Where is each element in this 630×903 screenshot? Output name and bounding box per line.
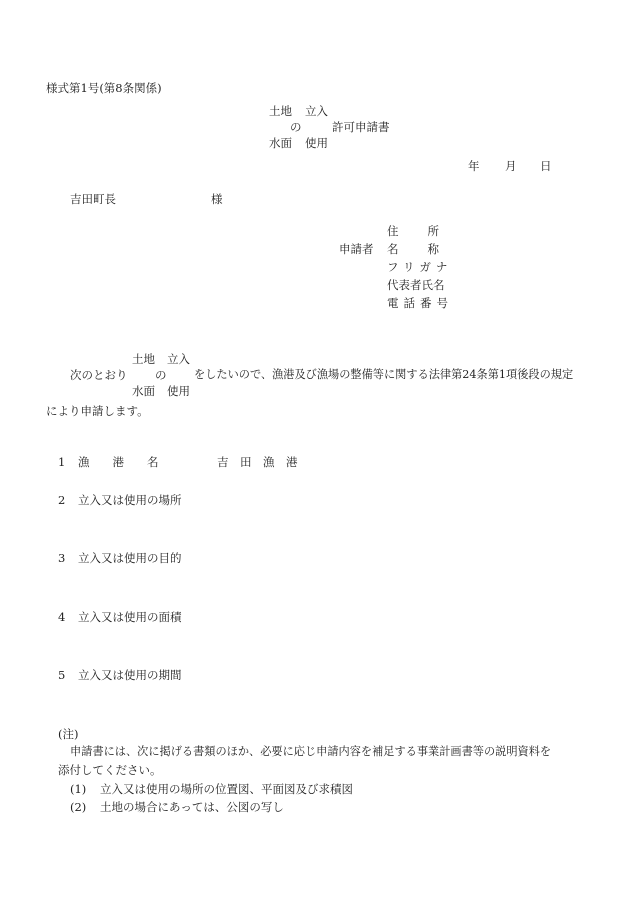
body-main-text: をしたいので、漁港及び漁場の整備等に関する法律第24条第1項後段の規定 — [194, 368, 574, 381]
note-number: (1) — [70, 782, 87, 796]
body-land: 土地 — [132, 352, 155, 366]
title-entry: 立入 — [305, 104, 328, 118]
item-label: 立入又は使用の目的 — [78, 551, 182, 565]
applicant-label: 申請者 — [339, 242, 374, 256]
body-no: の — [155, 368, 167, 382]
notes-text-line2: 添付してください。 — [58, 763, 162, 777]
body-closing: により申請します。 — [46, 404, 149, 418]
note-number: (2) — [70, 800, 87, 814]
item-value: 吉 田 漁 港 — [217, 455, 298, 469]
item-label: 立入又は使用の期間 — [78, 668, 182, 682]
body-entry: 立入 — [167, 352, 190, 366]
notes-text-line1: 申請書には、次に掲げる書類のほか、必要に応じ申請内容を補足する事業計画書等の説明資料を — [70, 745, 552, 758]
note-text: 土地の場合にあっては、公図の写し — [100, 800, 284, 814]
item-number: 3 — [58, 551, 66, 565]
addressee-honorific: 様 — [211, 192, 223, 206]
title-application: 許可申請書 — [332, 120, 390, 134]
date-year: 年 — [468, 159, 480, 173]
applicant-field-phone: 電話番号 — [387, 296, 453, 310]
item-number: 2 — [58, 493, 66, 507]
date-month: 月 — [505, 159, 517, 173]
addressee-name: 吉田町長 — [70, 192, 116, 206]
item-number: 5 — [58, 668, 66, 682]
applicant-field-address: 住 所 — [387, 224, 441, 238]
body-use: 使用 — [167, 384, 190, 398]
notes-heading: (注) — [58, 727, 79, 741]
date-day: 日 — [540, 159, 552, 173]
title-water: 水面 — [269, 136, 292, 150]
applicant-field-furigana: フリガナ — [387, 260, 453, 274]
title-no: の — [290, 120, 302, 134]
applicant-field-representative: 代表者氏名 — [387, 278, 445, 292]
item-number: 1 — [58, 455, 66, 469]
item-label: 漁 港 名 — [78, 455, 159, 469]
note-text: 立入又は使用の場所の位置図、平面図及び求積図 — [100, 782, 353, 796]
item-label: 立入又は使用の場所 — [78, 493, 182, 507]
item-number: 4 — [58, 610, 66, 624]
title-land: 土地 — [269, 104, 292, 118]
title-use: 使用 — [305, 136, 328, 150]
body-prefix: 次のとおり — [70, 368, 128, 382]
form-number: 様式第1号(第8条関係) — [46, 81, 162, 95]
item-label: 立入又は使用の面積 — [78, 610, 182, 624]
applicant-field-name: 名 称 — [387, 242, 441, 256]
body-water: 水面 — [132, 384, 155, 398]
